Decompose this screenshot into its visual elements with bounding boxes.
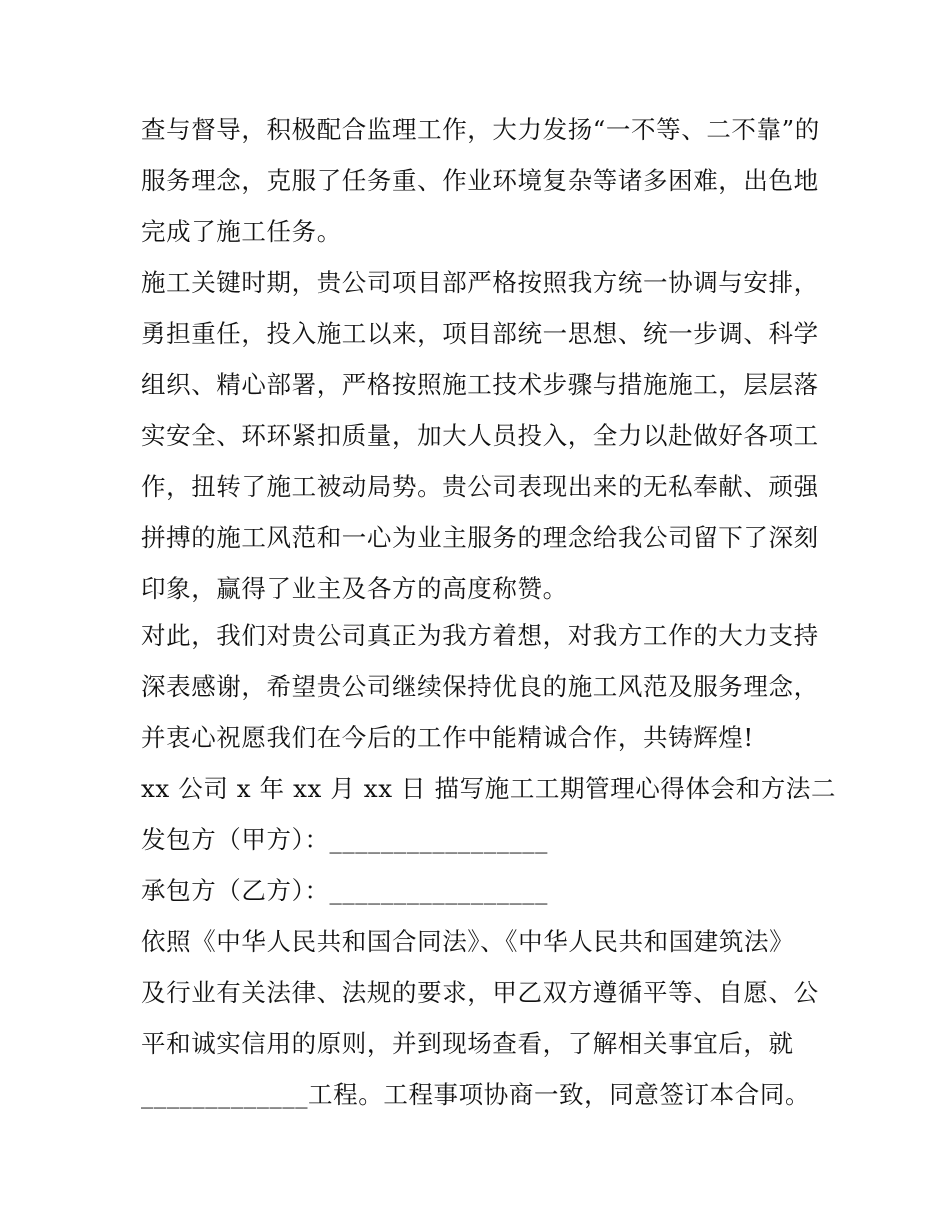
text-line: 承包方（乙方）：_________________ [141, 876, 548, 905]
text-line: 施工关键时期，贵公司项目部严格按照我方统一协调与安排， [141, 268, 819, 297]
text-line: 完成了施工任务。 [141, 217, 342, 246]
text-line: 作，扭转了施工被动局势。贵公司表现出来的无私奉献、顽强 [141, 472, 819, 501]
text-line: 拼搏的施工风范和一心为业主服务的理念给我公司留下了深刻 [141, 523, 819, 552]
text-line: 服务理念，克服了任务重、作业环境复杂等诸多困难，出色地 [141, 166, 819, 195]
text-line: 查与督导，积极配合监理工作，大力发扬“一不等、二不靠”的 [141, 115, 820, 144]
text-line: 并衷心祝愿我们在今后的工作中能精诚合作，共铸辉煌! [141, 723, 754, 752]
text-line: 平和诚实信用的原则，并到现场查看，了解相关事宜后，就 [141, 1029, 794, 1058]
text-line: _____________工程。工程事项协商一致，同意签订本合同。 [141, 1080, 811, 1109]
text-line: 及行业有关法律、法规的要求，甲乙双方遵循平等、自愿、公 [141, 978, 819, 1007]
text-line: 组织、精心部署，严格按照施工技术步骤与措施施工，层层落 [141, 370, 819, 399]
text-line: xx 公司 x 年 xx 月 xx 日 描写施工工期管理心得体会和方法二 [141, 774, 837, 803]
text-line: 对此，我们对贵公司真正为我方着想，对我方工作的大力支持 [141, 621, 819, 650]
text-line: 勇担重任，投入施工以来，项目部统一思想、统一步调、科学 [141, 319, 819, 348]
text-line: 印象，赢得了业主及各方的高度称赞。 [141, 574, 568, 603]
text-line: 依照《中华人民共和国合同法》、《中华人民共和国建筑法》 [141, 927, 795, 956]
text-line: 发包方（甲方）：_________________ [141, 825, 548, 854]
text-line: 深表感谢，希望贵公司继续保持优良的施工风范及服务理念， [141, 672, 819, 701]
text-line: 实安全、环环紧扣质量，加大人员投入，全力以赴做好各项工 [141, 421, 819, 450]
